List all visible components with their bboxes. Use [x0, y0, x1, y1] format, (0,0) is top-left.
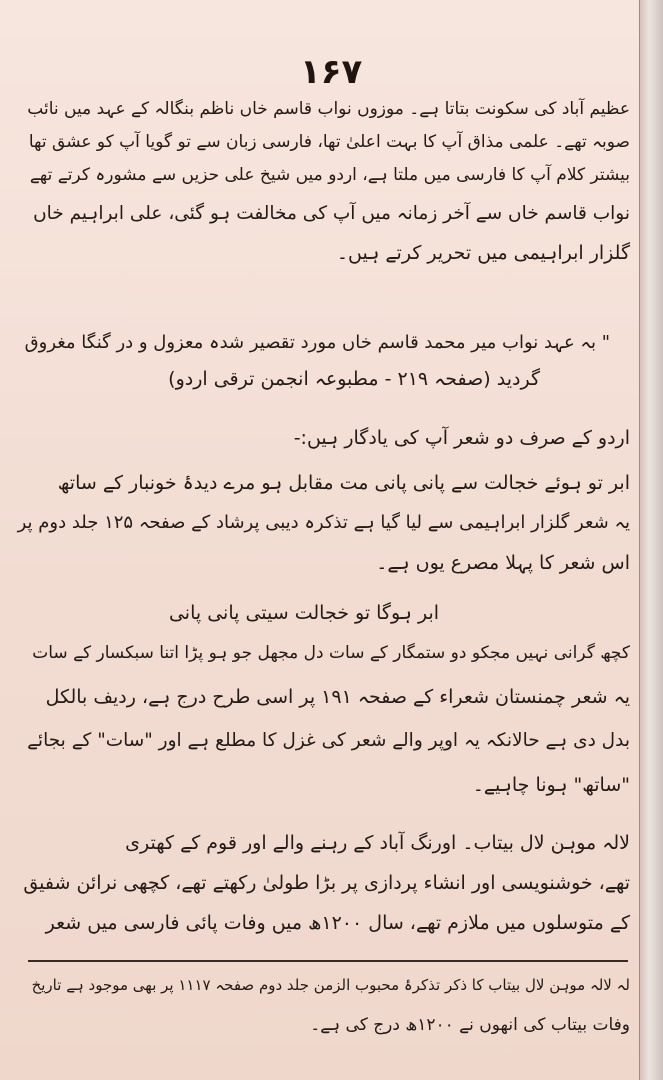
text-line: بدل دی ہے حالانکہ یہ اوپر والے شعر کی غزل کا مطلع ہے اور "سات" کے بجائے — [27, 730, 630, 751]
text-line: عظیم آباد کی سکونت بتاتا ہے۔ موزوں نواب قاسم خاں ناظم بنگالہ کے عہد میں نائب — [27, 99, 630, 119]
text-line: بیشتر کلام آپ کا فارسی میں ملتا ہے، اردو میں شیخ علی حزیں سے مشورہ کرتے تھے — [29, 165, 630, 185]
book-spine-edge — [639, 0, 663, 1080]
paragraph-5 — [18, 640, 630, 798]
page-number: ۱۶۷ — [300, 52, 363, 92]
couplet-line: کچھ گرانی نہیں مجکو دو ستمگار کے سات دل مجھل جو ہو پڑا اتنا سبکسار کے سات — [32, 643, 630, 663]
text-line: یہ شعر گلزار ابراہیمی سے لیا گیا ہے تذکرہ دیبی پرشاد کے صفحہ ۱۲۵ جلد دوم پر — [17, 512, 630, 533]
footnote-line: لہ لالہ موہن لال بیتاب کا ذکر تذکرۂ محبوب الزمن جلد دوم صفحہ ۱۱۱۷ پر بھی موجود ہے تاریخ — [31, 976, 630, 994]
text-line: تھے، خوشنویسی اور انشاء پردازی پر بڑا طولیٰ رکھتے تھے، کچھی نرائن شفیق — [23, 872, 630, 894]
paragraph-3 — [18, 425, 630, 451]
text-line: " بہ عہد نواب میر محمد قاسم خاں مورد تقصیر شدہ معزول و در گنگا مغروق — [24, 332, 610, 353]
paragraph-6 — [18, 830, 630, 936]
text-line: یہ شعر چمنستان شعراء کے صفحہ ۱۹۱ پر اسی طرح درج ہے، ردیف بالکل — [45, 686, 630, 708]
paragraph-1 — [18, 96, 630, 266]
text-line: گردید (صفحہ ۲۱۹ - مطبوعہ انجمن ترقی اردو) — [168, 368, 540, 390]
text-line: اس شعر کا پہلا مصرع یوں ہے۔ — [376, 552, 630, 574]
text-line: "ساتھ" ہونا چاہیے۔ — [472, 774, 630, 796]
paragraph-4 — [18, 470, 630, 576]
text-line: صوبہ تھے۔ علمی مذاق آپ کا بہت اعلیٰ تھا، فارسی زبان سے تو گویا آپ کو عشق تھا — [28, 132, 630, 152]
text-line: گلزار ابراہیمی میں تحریر کرتے ہیں۔ — [336, 242, 630, 264]
text-line: نواب قاسم خاں سے آخر زمانہ میں آپ کی مخالفت ہو گئی، علی ابراہیم خاں — [33, 203, 630, 224]
footnote — [18, 970, 630, 1040]
verse — [18, 600, 630, 626]
footnote-divider — [28, 960, 628, 962]
quotation — [18, 330, 630, 392]
text-line: کے متوسلوں میں ملازم تھے، سال ۱۲۰۰ھ میں وفات پائی فارسی میں شعر — [45, 912, 630, 934]
text-line: اردو کے صرف دو شعر آپ کی یادگار ہیں:- — [293, 427, 630, 449]
footnote-line: وفات بیتاب کی انھوں نے ۱۲۰۰ھ درج کی ہے۔ — [310, 1015, 630, 1035]
couplet-line: ابر تو ہوئے خجالت سے پانی پانی مت مقابل ہو مرے دیدۂ خونبار کے ساتھ — [57, 472, 630, 494]
verse-line: ابر ہوگا تو خجالت سیتی پانی پانی — [168, 602, 440, 624]
text-line: لالہ موہن لال بیتاب۔ اورنگ آباد کے رہنے والے اور قوم کے کھتری — [125, 832, 630, 854]
